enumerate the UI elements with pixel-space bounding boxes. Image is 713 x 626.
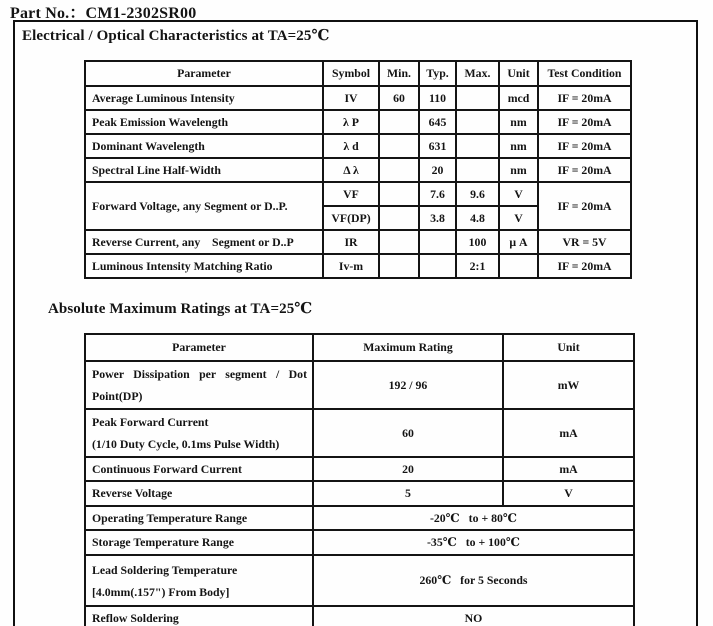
col-header-unit: Unit: [503, 334, 634, 361]
cell-max: 4.8: [456, 206, 499, 230]
cell-parameter: Forward Voltage, any Segment or D..P.: [85, 182, 323, 230]
cell-unit: nm: [499, 134, 538, 158]
table-row: [85, 86, 631, 110]
cell-min: [379, 206, 419, 230]
cell-max: [456, 158, 499, 182]
cell-test-condition: IF = 20mA: [538, 182, 631, 230]
parameter-line: Point(DP): [92, 389, 143, 403]
cell-max: 9.6: [456, 182, 499, 206]
cell-unit: V: [503, 481, 634, 506]
parameter-line: Power Dissipation per segment / Dot: [92, 367, 307, 381]
col-header-test-condition: Test Condition: [538, 61, 631, 86]
col-header-max: Max.: [456, 61, 499, 86]
cell-unit: mW: [503, 361, 634, 409]
cell-parameter: [85, 555, 313, 606]
table-header-row: [85, 61, 631, 86]
table-header-row: [85, 334, 634, 361]
col-header-unit: Unit: [499, 61, 538, 86]
parameter-line: [4.0mm(.157") From Body]: [92, 584, 230, 599]
cell-parameter: Reverse Voltage: [85, 481, 313, 506]
table-row: [85, 361, 634, 409]
table-row: [85, 506, 634, 530]
cell-unit: V: [499, 182, 538, 206]
cell-min: [379, 182, 419, 206]
section-title-electrical: Electrical / Optical Characteristics at TA=25℃: [22, 28, 330, 44]
cell-typ: [419, 254, 456, 278]
cell-maximum-rating: 20: [313, 457, 503, 481]
cell-symbol: IR: [323, 230, 379, 254]
cell-unit: nm: [499, 110, 538, 134]
cell-max: 100: [456, 230, 499, 254]
cell-parameter: [85, 409, 313, 457]
table-row: [85, 182, 631, 206]
cell-parameter: Continuous Forward Current: [85, 457, 313, 481]
col-header-min: Min.: [379, 61, 419, 86]
cell-test-condition: IF = 20mA: [538, 110, 631, 134]
cell-parameter: Dominant Wavelength: [85, 134, 323, 158]
cell-maximum-rating: 260℃ for 5 Seconds: [313, 555, 634, 606]
cell-test-condition: IF = 20mA: [538, 134, 631, 158]
cell-typ: 645: [419, 110, 456, 134]
cell-min: [379, 134, 419, 158]
cell-typ: [419, 230, 456, 254]
cell-unit: nm: [499, 158, 538, 182]
cell-max: [456, 86, 499, 110]
cell-maximum-rating: 5: [313, 481, 503, 506]
cell-symbol: IV: [323, 86, 379, 110]
cell-unit: V: [499, 206, 538, 230]
cell-unit: μ A: [499, 230, 538, 254]
cell-parameter: Operating Temperature Range: [85, 506, 313, 530]
table-row: [85, 409, 634, 457]
cell-unit: mA: [503, 409, 634, 457]
col-header-parameter: Parameter: [85, 334, 313, 361]
cell-test-condition: IF = 20mA: [538, 158, 631, 182]
cell-symbol: Δ λ: [323, 158, 379, 182]
cell-test-condition: IF = 20mA: [538, 254, 631, 278]
col-header-symbol: Symbol: [323, 61, 379, 86]
cell-symbol: λ P: [323, 110, 379, 134]
cell-max: [456, 110, 499, 134]
part-number: Part No.：CM1-2302SR00: [10, 5, 197, 22]
cell-parameter: Reverse Current, any Segment or D..P: [85, 230, 323, 254]
cell-maximum-rating: -35℃ to + 100℃: [313, 530, 634, 555]
table-row: [85, 481, 634, 506]
cell-parameter: Spectral Line Half-Width: [85, 158, 323, 182]
cell-parameter: Reflow Soldering: [85, 606, 313, 626]
table-row: [85, 158, 631, 182]
cell-min: [379, 110, 419, 134]
electrical-characteristics-table: [84, 60, 632, 279]
cell-unit: mA: [503, 457, 634, 481]
cell-test-condition: VR = 5V: [538, 230, 631, 254]
table-row: [85, 555, 634, 606]
absolute-maximum-ratings-table: [84, 333, 635, 626]
cell-symbol: Iv-m: [323, 254, 379, 278]
parameter-line: Peak Forward Current: [92, 415, 209, 429]
cell-typ: 3.8: [419, 206, 456, 230]
cell-maximum-rating: NO: [313, 606, 634, 626]
parameter-line: (1/10 Duty Cycle, 0.1ms Pulse Width): [92, 437, 280, 451]
cell-min: [379, 230, 419, 254]
table-row: [85, 457, 634, 481]
cell-typ: 110: [419, 86, 456, 110]
cell-unit: [499, 254, 538, 278]
table-row: [85, 230, 631, 254]
cell-symbol: λ d: [323, 134, 379, 158]
cell-typ: 631: [419, 134, 456, 158]
cell-unit: mcd: [499, 86, 538, 110]
parameter-line: Lead Soldering Temperature: [92, 562, 238, 577]
table-row: [85, 530, 634, 555]
cell-maximum-rating: -20℃ to + 80℃: [313, 506, 634, 530]
cell-min: [379, 254, 419, 278]
col-header-typ: Typ.: [419, 61, 456, 86]
cell-parameter: [85, 361, 313, 409]
table-row: [85, 254, 631, 278]
cell-parameter: Peak Emission Wavelength: [85, 110, 323, 134]
cell-max: 2:1: [456, 254, 499, 278]
cell-typ: 20: [419, 158, 456, 182]
section-title-absolute-maximum: Absolute Maximum Ratings at TA=25℃: [48, 301, 313, 317]
cell-symbol: VF(DP): [323, 206, 379, 230]
table-row: [85, 110, 631, 134]
cell-maximum-rating: 192 / 96: [313, 361, 503, 409]
col-header-maximum-rating: Maximum Rating: [313, 334, 503, 361]
table-row: [85, 606, 634, 626]
cell-parameter: Luminous Intensity Matching Ratio: [85, 254, 323, 278]
cell-max: [456, 134, 499, 158]
cell-typ: 7.6: [419, 182, 456, 206]
cell-parameter: Storage Temperature Range: [85, 530, 313, 555]
cell-symbol: VF: [323, 182, 379, 206]
table-row: [85, 134, 631, 158]
cell-maximum-rating: 60: [313, 409, 503, 457]
cell-parameter: Average Luminous Intensity: [85, 86, 323, 110]
cell-test-condition: IF = 20mA: [538, 86, 631, 110]
cell-min: 60: [379, 86, 419, 110]
col-header-parameter: Parameter: [85, 61, 323, 86]
cell-min: [379, 158, 419, 182]
